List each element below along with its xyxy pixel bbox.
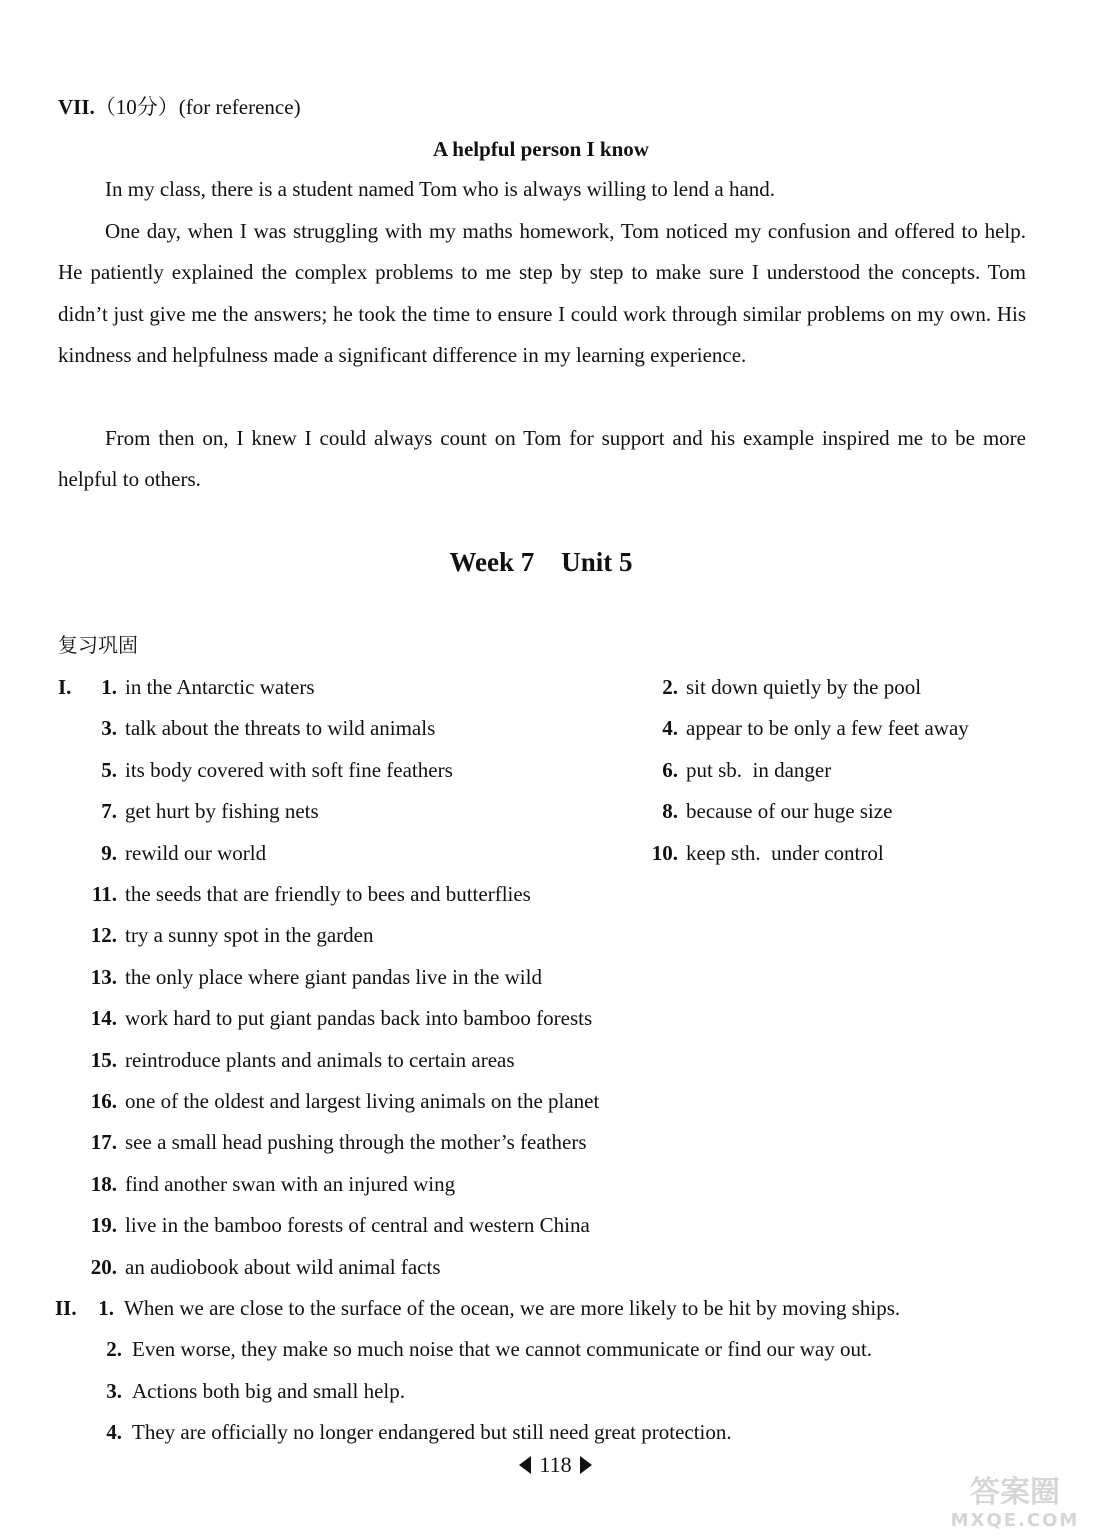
item-text: talk about the threats to wild animals bbox=[125, 716, 436, 741]
item-text: keep sth. under control bbox=[686, 840, 884, 865]
item-text: rewild our world bbox=[125, 840, 267, 865]
item-number: 17. bbox=[90, 1130, 117, 1155]
item-text: appear to be only a few feet away bbox=[686, 716, 969, 741]
part-1-item-4 bbox=[633, 714, 969, 742]
item-number: 13. bbox=[90, 964, 117, 989]
item-number: 2. bbox=[106, 1337, 122, 1362]
item-text: the only place where giant pandas live in the wild bbox=[125, 964, 542, 989]
item-number: 4. bbox=[106, 1420, 122, 1445]
essay-paragraph-2: One day, when I was struggling with my maths homework, Tom noticed my confusion and offered to help. He patiently explained the complex problems to me step by step to make sure I understood the concepts. Tom didn’t just give me the answers; he took the time to ensure I could work through similar problems on my own. His kindness and helpfulness made a significant difference in my learning experience. bbox=[58, 219, 1026, 367]
item-text: one of the oldest and largest living animals on the planet bbox=[125, 1089, 600, 1113]
item-text: find another swan with an injured wing bbox=[125, 1171, 456, 1196]
item-number: 12. bbox=[90, 923, 117, 948]
item-number: 3. bbox=[106, 1378, 122, 1403]
item-number: 20. bbox=[90, 1254, 117, 1279]
item-text: its body covered with soft fine feathers bbox=[125, 757, 453, 782]
part-1-item-7 bbox=[72, 797, 319, 825]
item-number: 3. bbox=[101, 716, 117, 741]
part-1-item-20 bbox=[72, 1253, 441, 1281]
section-number: VII. bbox=[58, 95, 95, 119]
item-text: reintroduce plants and animals to certain areas bbox=[125, 1047, 515, 1072]
section-heading bbox=[58, 93, 301, 121]
item-number: 9. bbox=[101, 840, 117, 865]
part-1-item-10 bbox=[633, 839, 884, 867]
item-number: 2. bbox=[662, 675, 678, 699]
part-2-item-2 bbox=[86, 1335, 872, 1363]
item-number: 4. bbox=[662, 716, 678, 741]
part-2-item-3 bbox=[86, 1377, 405, 1405]
item-number: 15. bbox=[90, 1047, 117, 1072]
part-1-item-17 bbox=[72, 1128, 587, 1156]
review-label: 复习巩固 bbox=[58, 633, 138, 657]
part-1-item-1 bbox=[72, 673, 315, 701]
page-number: 118 bbox=[539, 1452, 572, 1477]
watermark-line-1: 答案圈 bbox=[970, 1475, 1060, 1510]
essay-paragraph-1: In my class, there is a student named Tom who is always willing to lend a hand. bbox=[105, 177, 776, 201]
item-text: Actions both big and small help. bbox=[132, 1378, 405, 1403]
item-text: try a sunny spot in the garden bbox=[125, 923, 374, 948]
item-number: 18. bbox=[90, 1171, 117, 1196]
part-2-item-1 bbox=[78, 1294, 900, 1322]
item-text: They are officially no longer endangered but still need great protection. bbox=[132, 1420, 732, 1445]
part-1-item-6 bbox=[633, 756, 831, 784]
part-2-label: II. bbox=[55, 1296, 77, 1320]
part-1-label: I. bbox=[58, 675, 72, 699]
item-text: because of our huge size bbox=[686, 799, 893, 824]
part-1-item-19 bbox=[72, 1211, 590, 1239]
item-text: Even worse, they make so much noise that we cannot communicate or find our way out. bbox=[132, 1337, 873, 1362]
item-text: get hurt by fishing nets bbox=[125, 799, 319, 824]
item-text: work hard to put giant pandas back into bamboo forests bbox=[125, 1006, 593, 1031]
unit-heading: Week 7 Unit 5 bbox=[449, 547, 633, 577]
essay-title: A helpful person I know bbox=[433, 137, 649, 161]
item-number: 19. bbox=[90, 1213, 117, 1238]
watermark-logo bbox=[930, 1470, 1100, 1530]
part-1-item-3 bbox=[72, 714, 435, 742]
part-1-item-11 bbox=[72, 880, 531, 908]
item-number: 11. bbox=[91, 882, 117, 906]
watermark-line-2: MXQE.COM bbox=[950, 1510, 1080, 1530]
item-number: 6. bbox=[662, 757, 678, 782]
part-1-item-13 bbox=[72, 963, 542, 991]
part-2-item-4 bbox=[86, 1418, 732, 1446]
item-number: 8. bbox=[662, 799, 678, 824]
item-text: When we are close to the surface of the ocean, we are more likely to be hit by moving ships. bbox=[124, 1296, 901, 1320]
item-number: 5. bbox=[101, 757, 117, 782]
item-text: put sb. in danger bbox=[686, 757, 832, 782]
part-1-item-14 bbox=[72, 1004, 592, 1032]
part-1-item-9 bbox=[72, 839, 266, 867]
item-text: sit down quietly by the pool bbox=[686, 675, 922, 699]
item-text: the seeds that are friendly to bees and butterflies bbox=[125, 882, 531, 906]
item-number: 1. bbox=[98, 1296, 114, 1320]
item-number: 1. bbox=[101, 675, 117, 699]
item-number: 14. bbox=[90, 1006, 117, 1031]
part-1-item-8 bbox=[633, 797, 892, 825]
section-heading-note: （10分）(for reference) bbox=[94, 95, 301, 119]
item-number: 16. bbox=[90, 1089, 117, 1113]
part-1-item-2 bbox=[633, 673, 921, 701]
part-1-item-5 bbox=[72, 756, 453, 784]
item-number: 7. bbox=[101, 799, 117, 824]
item-number: 10. bbox=[651, 840, 678, 865]
item-text: see a small head pushing through the mother’s feathers bbox=[125, 1130, 587, 1155]
item-text: an audiobook about wild animal facts bbox=[125, 1254, 441, 1279]
part-1-item-18 bbox=[72, 1170, 455, 1198]
item-text: live in the bamboo forests of central and western China bbox=[125, 1213, 590, 1238]
item-text: in the Antarctic waters bbox=[125, 675, 315, 699]
triangle-left-icon bbox=[519, 1456, 531, 1474]
part-1-item-16 bbox=[72, 1087, 599, 1115]
part-1-item-15 bbox=[72, 1046, 515, 1074]
part-1-item-12 bbox=[72, 921, 373, 949]
essay-paragraph-3: From then on, I knew I could always count on Tom for support and his example inspired me to be more helpful to others. bbox=[58, 426, 1026, 492]
triangle-right-icon bbox=[580, 1456, 592, 1474]
